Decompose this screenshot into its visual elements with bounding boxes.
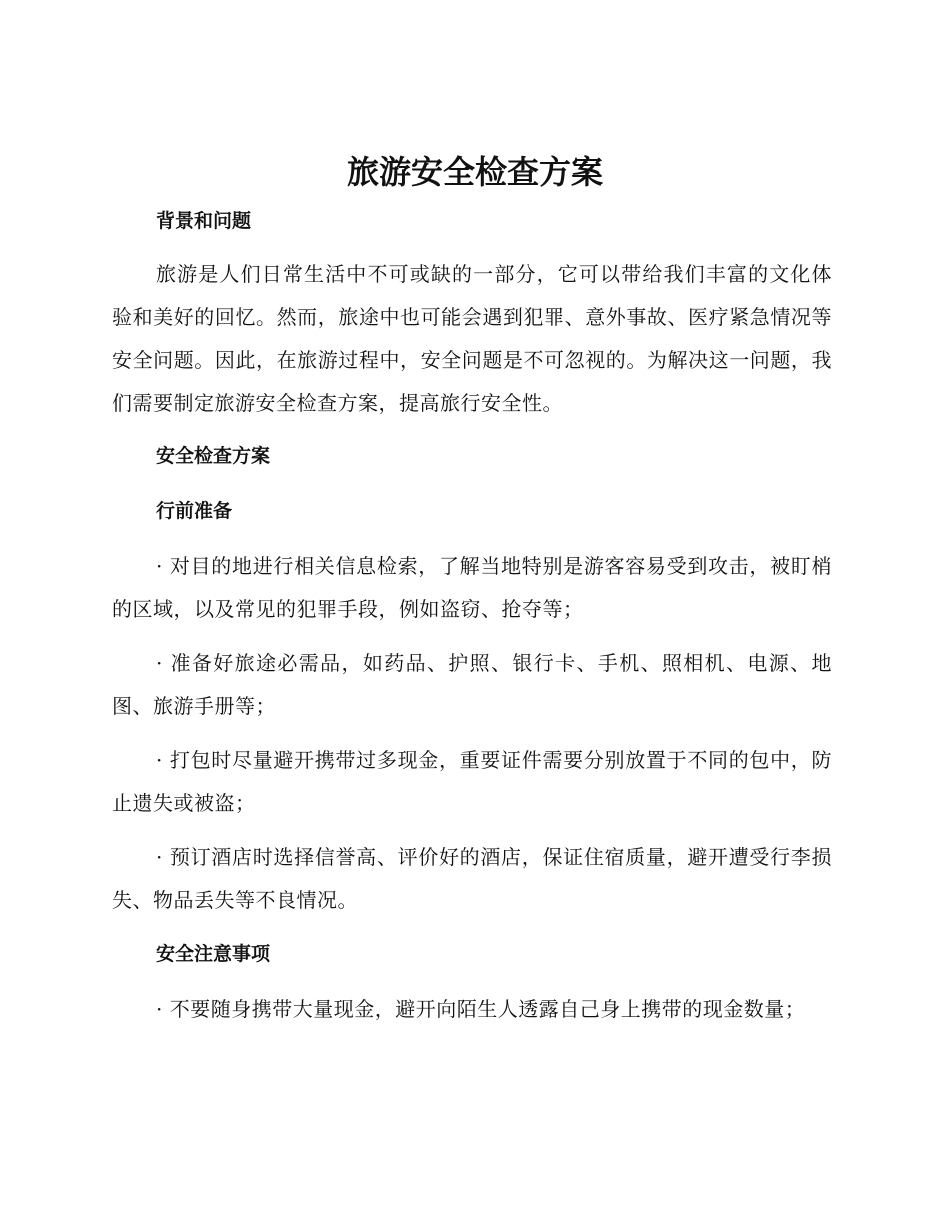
document-title: 旅游安全检查方案 bbox=[346, 153, 603, 191]
list-item-notes-1: · 不要随身携带大量现金，避开向陌生人透露自己身上携带的现金数量； bbox=[156, 997, 806, 1021]
heading-pre-trip: 行前准备 bbox=[156, 500, 233, 522]
heading-safety-notes: 安全注意事项 bbox=[156, 943, 271, 965]
list-item-prep-2: · 准备好旅途必需品，如药品、护照、银行卡、手机、照相机、电源、地图、旅游手册等； bbox=[112, 651, 832, 718]
list-item-prep-4: · 预订酒店时选择信誉高、评价好的酒店，保证住宿质量，避开遭受行李损失、物品丢失等不良情况。 bbox=[112, 845, 832, 912]
list-item-prep-3: · 打包时尽量避开携带过多现金，重要证件需要分别放置于不同的包中，防止遗失或被盗； bbox=[112, 748, 832, 815]
list-item-prep-1: · 对目的地进行相关信息检索，了解当地特别是游客容易受到攻击，被盯梢的区域，以及常见的犯罪手段，例如盗窃、抢夺等； bbox=[112, 554, 832, 621]
heading-safety-plan: 安全检查方案 bbox=[156, 445, 271, 467]
heading-background: 背景和问题 bbox=[156, 210, 252, 232]
paragraph-background: 旅游是人们日常生活中不可或缺的一部分，它可以带给我们丰富的文化体验和美好的回忆。然而，旅途中也可能会遇到犯罪、意外事故、医疗紧急情况等安全问题。因此，在旅游过程中，安全问题是不可忽视的。为解决这一问题，我们需要制定旅游安全检查方案，提高旅行安全性。 bbox=[112, 262, 832, 415]
